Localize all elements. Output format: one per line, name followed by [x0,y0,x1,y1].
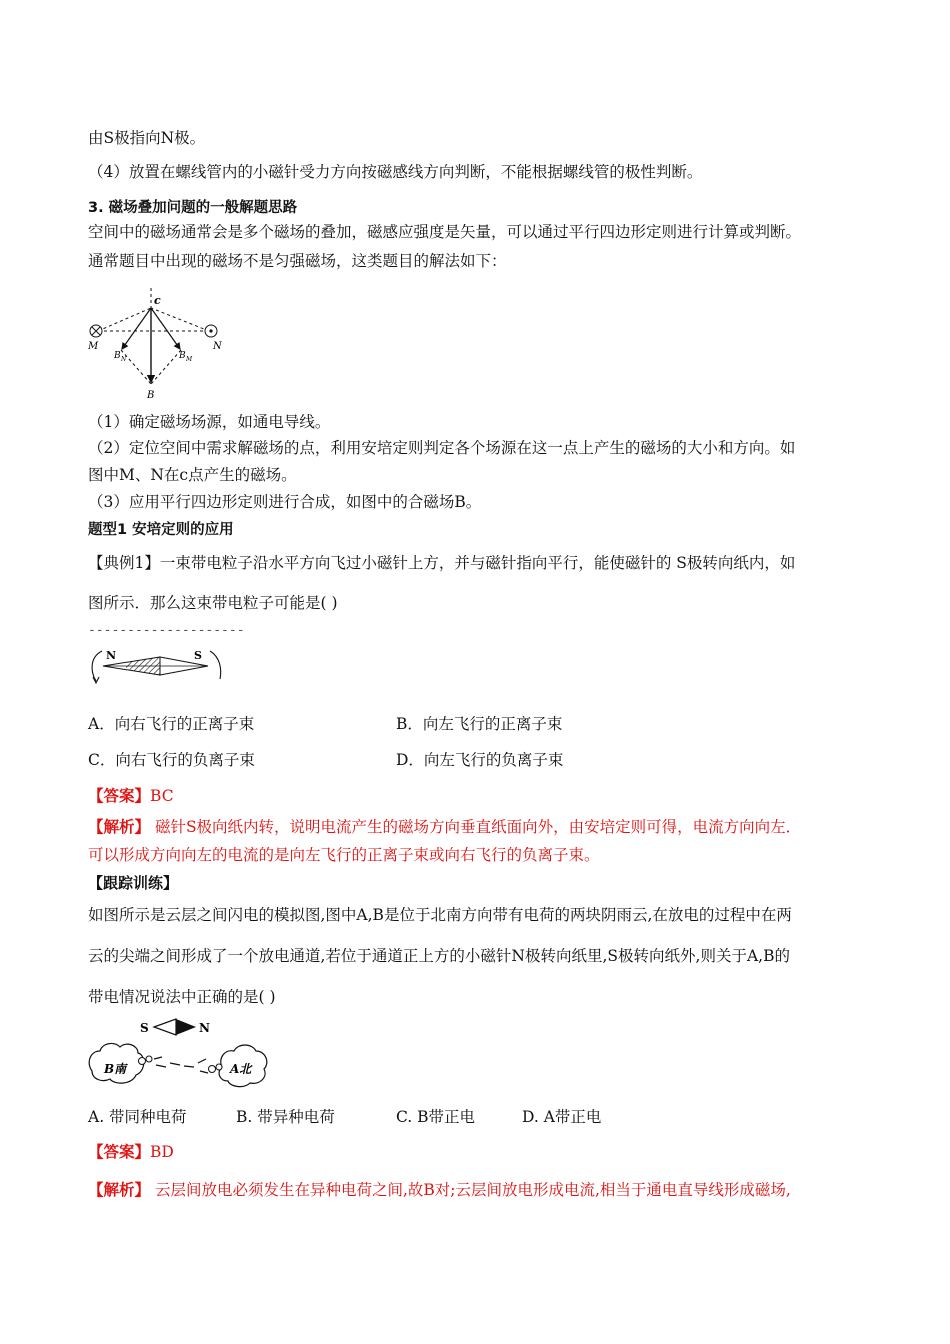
step-line: （1）确定磁场场源，如通电导线。 [88,413,331,431]
option-a: A．向右飞行的正离子束 [88,715,255,733]
answer-line [88,786,174,806]
compass-needle-diagram [86,645,236,687]
cloud-b-label: B南 [104,1062,127,1076]
explanation-tag: 【解析】 [88,817,151,836]
label-bm: B [179,351,186,361]
option-b: B．向左飞行的正离子束 [396,715,563,733]
training-tag: 【跟踪训练】 [88,874,179,892]
label-b: B [147,390,155,401]
label-bn: B [114,351,121,361]
text-line: 通常题目中出现的磁场不是匀强磁场，这类题目的解法如下： [88,252,507,270]
step-line: 图中M、N在c点产生的磁场。 [88,466,297,484]
explanation-line: 可以形成方向向左的电流的是向左飞行的正离子束或向右飞行的负离子束。 [88,846,600,864]
training-text: 云的尖端之间形成了一个放电通道,若位于通道正上方的小磁针N极转向纸里,S极转向纸外,则关于A,B的 [88,947,790,965]
explanation-tag: 【解析】 [88,1180,151,1199]
label-bn-sub: N [121,356,127,363]
example-tag: 【典例1】 [88,554,160,572]
answer-tag: 【答案】 [88,1142,151,1161]
answer-value: BD [150,1143,174,1161]
step-line: （3）应用平行四边形定则进行合成，如图中的合磁场B。 [88,493,482,511]
explanation-line: 【解析】 磁针S极向纸内转，说明电流产生的磁场方向垂直纸面向外，由安培定则可得，电流方向向左． [88,817,802,836]
section-heading: 题型1 安培定则的应用 [88,522,234,538]
training-text: 带电情况说法中正确的是( ) [88,988,276,1006]
training-text: 如图所示是云层之间闪电的模拟图,图中A,B是位于北南方向带有电荷的两块阴雨云,在放电的过程中在两 [88,906,792,924]
needle-n-label: N [199,1021,210,1035]
option-b: B. 带异种电荷 [236,1108,335,1126]
answer-tag: 【答案】 [88,786,151,805]
example-text: 图所示．那么这束带电粒子可能是( ) [88,594,338,612]
field-superposition-diagram [84,286,234,406]
label-bm-sub: M [186,356,193,363]
answer-value: BC [150,787,174,805]
label-m: M [88,341,99,352]
label-c: c [154,294,161,307]
needle-s-label: S [140,1021,149,1035]
answer-line [88,1142,174,1162]
section-heading: 3. 磁场叠加问题的一般解题思路 [88,200,298,216]
option-c: C. B带正电 [396,1108,476,1126]
text-line: 由S极指向N极。 [88,129,206,147]
option-a: A. 带同种电荷 [88,1108,187,1126]
text-line: 空间中的磁场通常会是多个磁场的叠加，磁感应强度是矢量，可以通过平行四边形定则进行计算或判断。 [88,223,802,241]
option-d: D．向左飞行的负离子束 [396,751,564,769]
explanation-line: 【解析】 云层间放电必须发生在异种电荷之间,故B对;云层间放电形成电流,相当于通电直导线形成磁场, [88,1180,791,1199]
step-line: （2）定位空间中需求解磁场的点，利用安培定则判定各个场源在这一点上产生的磁场的大小和方向。如 [88,439,796,457]
example-text: 【典例1】一束带电粒子沿水平方向飞过小磁针上方，并与磁针指向平行，能使磁针的 S极转向纸内，如 [88,554,796,572]
needle-s-label: S [194,649,202,662]
cloud-a-label: A北 [230,1062,252,1076]
label-n: N [213,341,222,352]
option-c: C．向右飞行的负离子束 [88,751,255,769]
cloud-lightning-diagram [84,1013,274,1093]
particle-beam-dashes: -------------------- [88,623,245,638]
needle-n-label: N [106,649,117,662]
text-line: （4）放置在螺线管内的小磁针受力方向按磁感线方向判断，不能根据螺线管的极性判断。 [88,163,703,181]
option-d: D. A带正电 [522,1108,602,1126]
